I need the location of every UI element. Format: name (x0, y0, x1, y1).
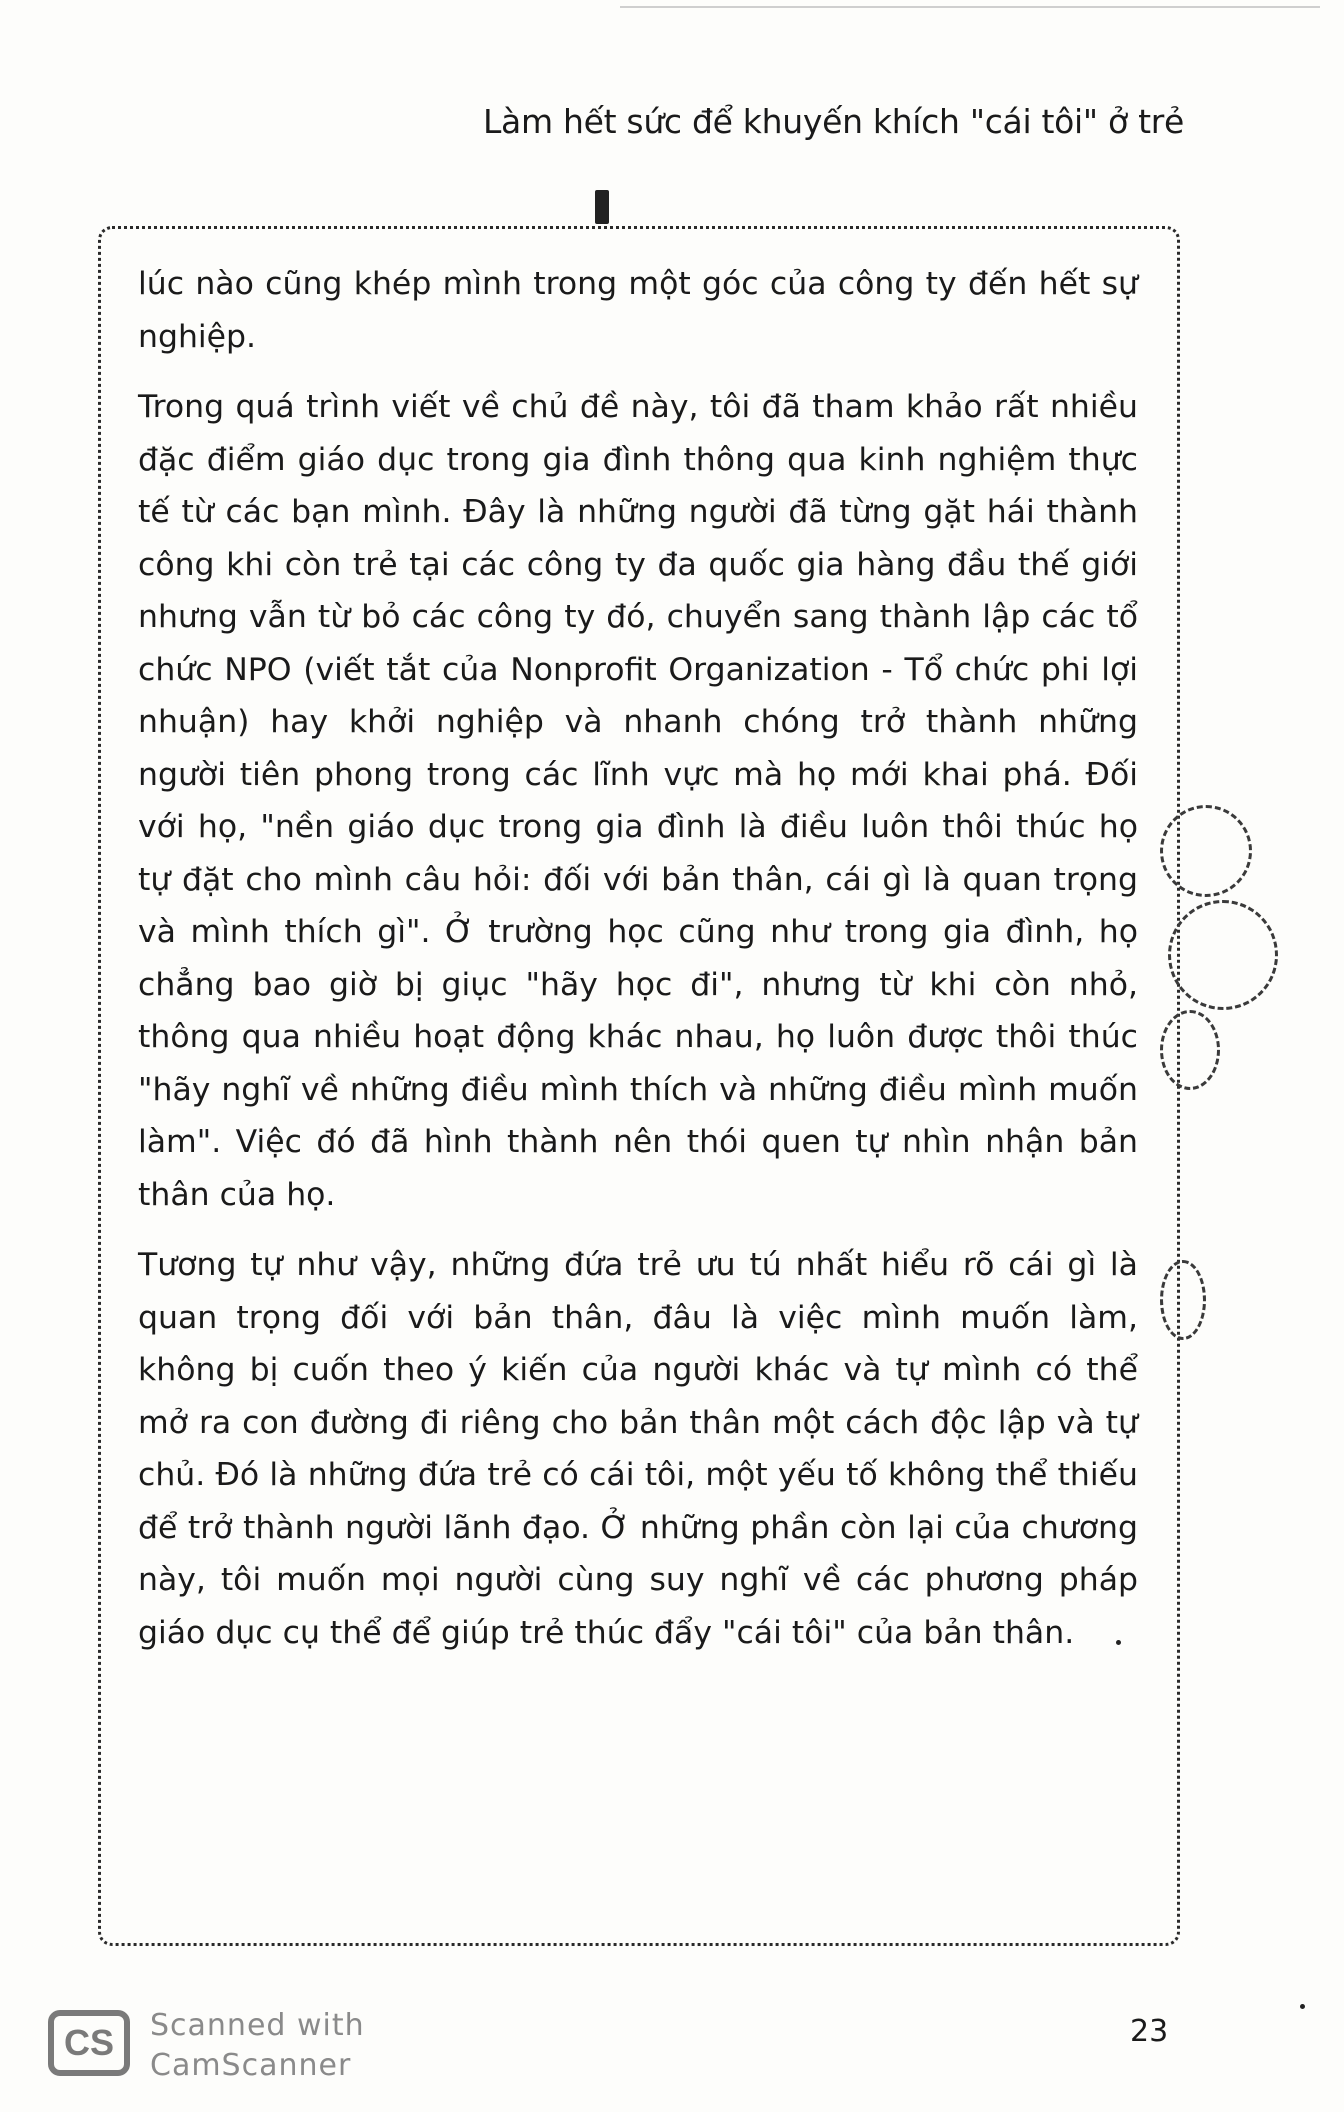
scan-speck (1116, 1640, 1121, 1645)
decorative-flower-ornament (1160, 1010, 1220, 1090)
body-text (138, 258, 1138, 1677)
decorative-flower-ornament (1160, 1260, 1206, 1340)
scanner-line-2: CamScanner (150, 2048, 352, 2083)
scan-speck (1300, 2004, 1305, 2009)
page-number: 23 (1130, 2014, 1169, 2049)
frame-tab-mark (595, 190, 609, 224)
scanner-line-1: Scanned with (150, 2008, 365, 2043)
paragraph: Trong quá trình viết về chủ đề này, tôi đã tham khảo rất nhiều đặc điểm giáo dục trong gia đình thông qua kinh nghiệm thực tế từ các bạn mình. Đây là những người đã từng gặt hái thành công khi còn trẻ tại các công ty đa quốc gia hàng đầu thế giới nhưng vẫn từ bỏ các công ty đó, chuyển sang thành lập các tổ chức NPO (viết tắt của Nonprofit Organization - Tổ chức phi lợi nhuận) hay khởi nghiệp và nhanh chóng trở thành những người tiên phong trong các lĩnh vực mà họ mới khai phá. Đối với họ, "nền giáo dục trong gia đình là điều luôn thôi thúc họ tự đặt cho mình câu hỏi: đối với bản thân, cái gì là quan trọng và mình thích gì". Ở trường học cũng như trong gia đình, họ chẳng bao giờ bị giục "hãy học đi", nhưng từ khi còn nhỏ, thông qua nhiều hoạt động khác nhau, họ luôn được thôi thúc "hãy nghĩ về những điều mình thích và những điều mình muốn làm". Việc đó đã hình thành nên thói quen tự nhìn nhận bản thân của họ. (138, 389, 1138, 1213)
decorative-flower-ornament (1160, 805, 1252, 897)
paragraph: lúc nào cũng khép mình trong một góc của công ty đến hết sự nghiệp. (138, 266, 1138, 355)
page-top-edge (620, 6, 1320, 8)
paragraph: Tương tự như vậy, những đứa trẻ ưu tú nhất hiểu rõ cái gì là quan trọng đối với bản thân, đâu là việc mình muốn làm, không bị cuốn theo ý kiến của người khác và tự mình có thể mở ra con đường đi riêng cho bản thân một cách độc lập và tự chủ. Đó là những đứa trẻ có cái tôi, một yếu tố không thể thiếu để trở thành người lãnh đạo. Ở những phần còn lại của chương này, tôi muốn mọi người cùng suy nghĩ về các phương pháp giáo dục cụ thể để giúp trẻ thúc đẩy "cái tôi" của bản thân. (138, 1247, 1138, 1651)
scanner-watermark (150, 2006, 365, 2086)
decorative-flower-ornament (1168, 900, 1278, 1010)
running-header: Làm hết sức để khuyến khích "cái tôi" ở trẻ (482, 102, 1184, 141)
camscanner-logo-icon: CS (48, 2010, 130, 2076)
